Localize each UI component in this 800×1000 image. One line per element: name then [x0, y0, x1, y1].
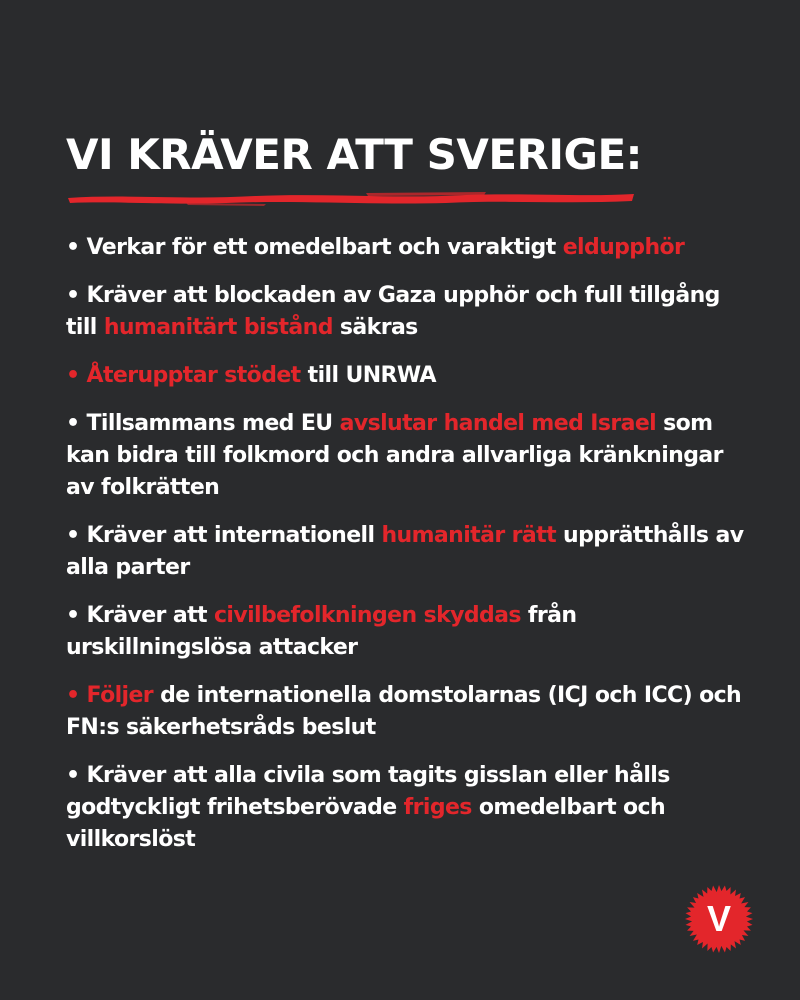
bullet-point: • [66, 523, 80, 548]
bullet-point: • [66, 411, 80, 436]
demand-text: Kräver att alla civila som tagits gisslan eller hålls godtyckligt frihetsberövade [66, 763, 670, 820]
demand-text: Verkar för ett omedelbart och varaktigt [79, 235, 563, 260]
demand-item [66, 600, 746, 664]
demand-text: som kan bidra till folkmord och andra allvarliga kränkningar av folkrätten [66, 411, 723, 500]
bullet-point: • [66, 763, 80, 788]
demand-item [66, 520, 746, 584]
demand-text: till UNRWA [300, 363, 436, 388]
bullet-point: • [66, 603, 80, 628]
highlighted-text: Återupptar stödet [79, 363, 301, 388]
demand-item [66, 760, 746, 856]
bullet-point: • [66, 683, 80, 708]
highlighted-text: eldupphör [562, 235, 685, 260]
demand-text: omedelbart och villkorslöst [66, 795, 666, 852]
demands-list [66, 232, 746, 872]
demand-text: säkras [332, 315, 418, 340]
demand-item [66, 232, 746, 264]
demand-text: Kräver att internationell [79, 523, 382, 548]
bullet-point: • [66, 363, 80, 388]
highlighted-text: civilbefolkningen skyddas [213, 603, 521, 628]
brush-underline [66, 188, 636, 208]
page-title: VI KRÄVER ATT SVERIGE: [66, 130, 642, 179]
demand-item [66, 280, 746, 344]
highlighted-text: avslutar handel med Israel [339, 411, 657, 436]
demand-item [66, 408, 746, 504]
party-logo-v-icon [684, 884, 754, 954]
demand-item [66, 360, 746, 392]
highlighted-text: humanitär rätt [381, 523, 556, 548]
demand-item [66, 680, 746, 744]
demand-text: Kräver att [79, 603, 214, 628]
highlighted-text: humanitärt bistånd [103, 315, 333, 340]
bullet-point: • [66, 235, 80, 260]
demand-text: de internationella domstolarnas (ICJ och ICC) och FN:s säkerhetsråds beslut [66, 683, 742, 740]
highlighted-text: Följer [79, 683, 154, 708]
demand-text: från urskillningslösa attacker [66, 603, 577, 660]
demand-text: Tillsammans med EU [79, 411, 340, 436]
logo-letter: V [706, 898, 732, 939]
demand-text: Kräver att blockaden av Gaza upphör och full tillgång till [66, 283, 720, 340]
demand-text: upprätthålls av alla parter [66, 523, 744, 580]
bullet-point: • [66, 283, 80, 308]
highlighted-text: friges [403, 795, 472, 820]
